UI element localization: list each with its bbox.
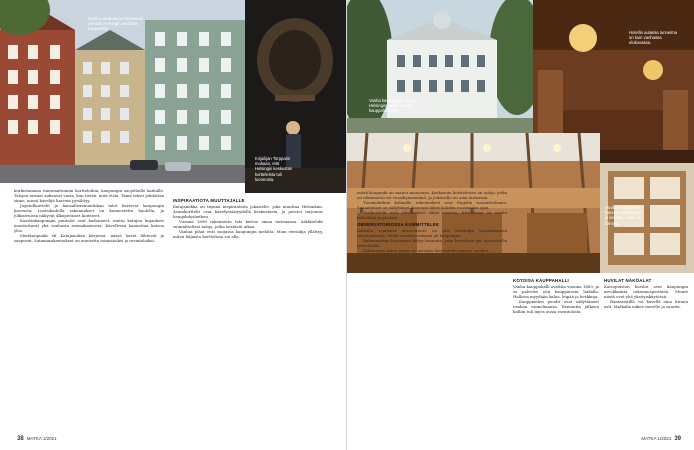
caption-villa-interior: Huvilan sisäpihalla kasvaa omenapuita, ja kesäisin siellä on kahvila. — [605, 205, 643, 226]
right-page-column-3 — [604, 276, 688, 430]
left-page-column-1 — [14, 188, 164, 428]
paragraph: Kauppiaiden puodit ovat säilyttäneet vanhan tunnelmansa. Remontin jälkeen halliin tuli myös uusia ravintoloita. — [513, 299, 599, 315]
page-number: 39 — [674, 436, 681, 442]
magazine-name: MATKA 1/2021 — [26, 436, 57, 441]
paragraph: Torikorttelit ovat elävöityneet viime vuosina. Kivijalkaan on avattu kahviloita ja puoteja. — [357, 210, 507, 221]
paragraph: Tähtitornin mäen puisto on suosittu kävelyreitti ympäri vuoden. — [363, 248, 490, 254]
right-page — [347, 0, 694, 450]
paragraph: Jugendkorttelit ja kansallisromantiikan talot kertovat kaupungin kasvusta. Luotsikadulla rakennukset on kunnostettu huolella, ja julkisivuissa näkyvät alkuperäiset koristeet. — [14, 203, 164, 219]
section-heading: KOTOISA KAUPPAHALLI — [513, 278, 569, 283]
caption-hotel-interior: Hotellin aulassa tunnelma on kuin vanhassa elokuvassa. — [629, 30, 677, 46]
left-folio — [14, 436, 57, 442]
section-heading: INSPIRAATIOTA MUUTTAJALLE — [173, 198, 245, 203]
magazine-name: MATKA 1/2021 — [641, 436, 672, 441]
section-heading: HUVILAT NÄKÖALAT — [604, 278, 652, 283]
page-number: 38 — [17, 436, 24, 442]
paragraph: Vuonna 1898 rakennettu talo kertoo omaa tarinaansa. Arkkitehdit suunnittelivat taloja, jotka kestävät aikaa. — [173, 219, 323, 230]
paragraph: mistä kaupunki on saanut muotonsa. Keskustan kortteleissa on taloja, jotka on rakennettu eri vuosikymmeninä, ja jokaisella on oma tarinansa. — [357, 190, 507, 201]
caption-white-building: Vanha kauppahalli on yksi Helsingin vanhimmista kauppahalleista. — [369, 98, 418, 114]
paragraph: Rantareitillä voi kävellä aina Eiraan asti. Matkalla näkee merelle ja saariin. — [604, 299, 688, 310]
paragraph: kurkistamaan tuntemattomiin kortteleihin, kaupungin suojelluille kaduille. Talojen tarinat aukeavat vasta, kun tietää, mitä etsiä. Tämä teksti johdattaa sinne, missä kävelijä harvoin pysähtyy. — [14, 188, 164, 204]
section-heading: OBSERVATORIOSSA KUMMITTELEE — [357, 222, 439, 228]
paragraph: Katajanokka on täynnä inspiraatiota jokaiselle, joka muuttaa Helsinkiin. Asuinkorttelit ovat kävelyetäisyydellä keskustasta, ja puistot tarjoavat hengähdyshetken. — [173, 204, 323, 220]
left-page — [0, 0, 346, 450]
paragraph: Tuomiokirkon kulmalla rakennukset ovat Engelin suunnittelemia. Senaatintori on säilyttänyt ilmeensä lähes kahden vuosisadan ajan. — [357, 200, 507, 211]
caption-observatory: Kirjailijan Torpparin mukaan, että Helsingin keskustan kortteleista tuli luonnosta. — [255, 156, 293, 182]
paragraph: Kaivopuiston huvilat ovat kaupungin arvokkainta rakennusperintöä. Monet niistä ovat yhä yksityiskäytössä. — [604, 284, 688, 300]
right-folio — [641, 436, 684, 442]
left-page-column-2 — [173, 196, 323, 428]
paragraph: Rakennuksen historiaan liittyy tarinoita, joita kerrotaan yhä opastetuilla kierroksilla. — [357, 238, 507, 249]
caption-street: Onko Luotsikatu ja Tervasaari oikeasti Helsingin vanhinta kaupunkia? — [88, 16, 144, 32]
paragraph: Merikaupunki eli Katajanokan kärjessä, missä laivat lähtevät ja saapuvat. Satamarakennukset on muutettu toimistoiksi ja ravintoloiksi. — [14, 233, 164, 244]
right-page-column-2 — [513, 276, 599, 430]
paragraph: Vanha kauppahalli avattiin vuonna 1889, ja se palvelee yhä kauppatorin laidalla. Hallissa myydään kalaa, leipää ja herkkuja. — [513, 284, 599, 300]
paragraph: Kaartinkaupungin puutalot ovat kadonneet, mutta katujen linjaukset muistuttavat yhä vanhasta asemakaavasta. Kävellessä kannattaa katsoa ylös. — [14, 218, 164, 234]
paragraph: Kalliolla sijaitseva observatorio on yksi Helsingin kauneimmista rakennuksista. Sieltä avautuu näkymä yli kaupungin. — [357, 228, 507, 239]
paragraph: Vanhat pihat ovat suojassa kaupungin melulta. Moni vierailija yllättyy, miten hiljaista korttelissa voi olla. — [173, 229, 323, 240]
right-page-column-1 — [357, 190, 507, 430]
